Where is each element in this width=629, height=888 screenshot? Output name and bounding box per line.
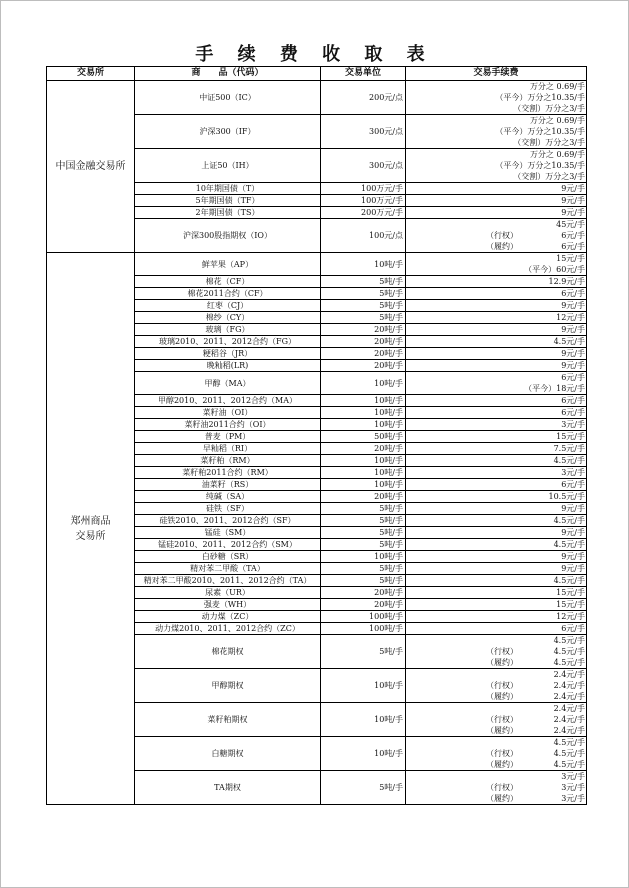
unit-cell: 10吨/手 xyxy=(321,395,406,407)
fee-line xyxy=(408,691,585,702)
product-cell: 沪深300（IF） xyxy=(135,115,321,149)
unit-cell: 20吨/手 xyxy=(321,599,406,611)
unit-cell: 10吨/手 xyxy=(321,479,406,491)
fee-value: 6元/手 xyxy=(561,408,585,417)
product-cell: 沪深300股指期权（IO） xyxy=(135,219,321,253)
fee-value: （平今）60元/手 xyxy=(524,265,585,274)
fee-value: 12.9元/手 xyxy=(548,277,585,286)
fee-value: 2.4元/手 xyxy=(553,670,585,679)
fee-value: 2.4元/手 xyxy=(553,681,585,690)
fee-line xyxy=(408,515,585,526)
fee-cell xyxy=(406,81,587,115)
exchange-name-line: 交易所 xyxy=(75,530,106,542)
fee-value: 4.5元/手 xyxy=(553,749,585,758)
unit-cell: 10吨/手 xyxy=(321,419,406,431)
fee-cell xyxy=(406,360,587,372)
unit-cell: 20吨/手 xyxy=(321,336,406,348)
product-cell: 鲜苹果（AP） xyxy=(135,253,321,276)
unit-cell: 20吨/手 xyxy=(321,324,406,336)
fee-cell xyxy=(406,527,587,539)
fee-line xyxy=(408,587,585,598)
fee-type-label: （行权） xyxy=(486,749,518,758)
product-cell: 动力煤（ZC） xyxy=(135,611,321,623)
unit-cell: 10吨/手 xyxy=(321,669,406,703)
product-cell: 上证50（IH） xyxy=(135,149,321,183)
fee-value: 3元/手 xyxy=(561,794,585,803)
fee-line xyxy=(408,646,585,657)
product-cell: 硅铁（SF） xyxy=(135,503,321,515)
fee-type-label: （履约） xyxy=(486,794,518,803)
product-cell: 菜籽油2011合约（OI） xyxy=(135,419,321,431)
fee-cell xyxy=(406,276,587,288)
product-cell: 动力煤2010、2011、2012合约（ZC） xyxy=(135,623,321,635)
product-cell: 纯碱（SA） xyxy=(135,491,321,503)
unit-cell: 5吨/手 xyxy=(321,539,406,551)
fee-cell xyxy=(406,515,587,527)
unit-cell: 20吨/手 xyxy=(321,491,406,503)
fee-line xyxy=(408,81,585,92)
fee-value: 6元/手 xyxy=(561,624,585,633)
fee-cell xyxy=(406,575,587,587)
fee-type-label: （行权） xyxy=(486,681,518,690)
fee-value: 9元/手 xyxy=(561,301,585,310)
fee-line xyxy=(408,714,585,725)
fee-cell xyxy=(406,467,587,479)
product-cell: 白糖期权 xyxy=(135,737,321,771)
fee-value: 9元/手 xyxy=(561,361,585,370)
fee-value: 4.5元/手 xyxy=(553,540,585,549)
fee-value: （平今）万分之10.35/手 xyxy=(495,127,585,136)
fee-value: 3元/手 xyxy=(561,420,585,429)
fee-value: 2.4元/手 xyxy=(553,692,585,701)
fee-line xyxy=(408,771,585,782)
product-cell: 甲醇（MA） xyxy=(135,372,321,395)
fee-line xyxy=(408,230,585,241)
product-cell: 玻璃（FG） xyxy=(135,324,321,336)
fee-line xyxy=(408,360,585,371)
unit-cell: 20吨/手 xyxy=(321,587,406,599)
fee-line xyxy=(408,160,585,171)
fee-line xyxy=(408,551,585,562)
unit-cell: 10吨/手 xyxy=(321,253,406,276)
exchange-cell xyxy=(47,253,135,805)
fee-cell xyxy=(406,324,587,336)
fee-value: 4.5元/手 xyxy=(553,738,585,747)
fee-type-label: （履约） xyxy=(486,760,518,769)
unit-cell: 10吨/手 xyxy=(321,407,406,419)
fee-value: 6元/手 xyxy=(561,231,585,240)
fee-line xyxy=(408,680,585,691)
header-exchange: 交易所 xyxy=(47,67,135,81)
unit-cell: 200元/点 xyxy=(321,81,406,115)
product-cell: 强麦（WH） xyxy=(135,599,321,611)
unit-cell: 5吨/手 xyxy=(321,300,406,312)
fee-line xyxy=(408,395,585,406)
unit-cell: 5吨/手 xyxy=(321,515,406,527)
header-product: 商 品（代码） xyxy=(135,67,321,81)
fee-cell xyxy=(406,503,587,515)
fee-value: （平今）18元/手 xyxy=(524,384,585,393)
fee-line xyxy=(408,126,585,137)
fee-cell xyxy=(406,491,587,503)
fee-line xyxy=(408,183,585,194)
fee-line xyxy=(408,467,585,478)
fee-line xyxy=(408,336,585,347)
fee-type-label: （行权） xyxy=(486,231,518,240)
fee-value: （平今）万分之10.35/手 xyxy=(495,93,585,102)
unit-cell: 20吨/手 xyxy=(321,348,406,360)
fee-value: 6元/手 xyxy=(561,480,585,489)
unit-cell: 100吨/手 xyxy=(321,611,406,623)
fee-cell xyxy=(406,115,587,149)
fee-line xyxy=(408,793,585,804)
fee-cell xyxy=(406,300,587,312)
fee-line xyxy=(408,241,585,252)
fee-type-label: （履约） xyxy=(486,726,518,735)
product-cell: 粳稻谷（JR） xyxy=(135,348,321,360)
fee-value: 9元/手 xyxy=(561,208,585,217)
fee-type-label: （履约） xyxy=(486,658,518,667)
product-cell: 硅铁2010、2011、2012合约（SF） xyxy=(135,515,321,527)
fee-cell xyxy=(406,443,587,455)
fee-line xyxy=(408,264,585,275)
fee-value: 15元/手 xyxy=(556,432,585,441)
fee-line xyxy=(408,324,585,335)
fee-cell xyxy=(406,563,587,575)
unit-cell: 5吨/手 xyxy=(321,276,406,288)
fee-cell xyxy=(406,253,587,276)
product-cell: 菜籽粕期权 xyxy=(135,703,321,737)
fee-value: 15元/手 xyxy=(556,254,585,263)
product-cell: 菜籽粕2011合约（RM） xyxy=(135,467,321,479)
fee-cell xyxy=(406,539,587,551)
header-unit: 交易单位 xyxy=(321,67,406,81)
fee-value: 4.5元/手 xyxy=(553,516,585,525)
fee-cell xyxy=(406,348,587,360)
fee-value: 12元/手 xyxy=(556,313,585,322)
unit-cell: 300元/点 xyxy=(321,115,406,149)
unit-cell: 100万元/手 xyxy=(321,183,406,195)
fee-cell xyxy=(406,288,587,300)
fee-cell xyxy=(406,195,587,207)
fee-cell xyxy=(406,737,587,771)
unit-cell: 100吨/手 xyxy=(321,623,406,635)
fee-cell xyxy=(406,431,587,443)
product-cell: 精对苯二甲酸（TA） xyxy=(135,563,321,575)
fee-cell xyxy=(406,407,587,419)
fee-value: 9元/手 xyxy=(561,184,585,193)
table-row xyxy=(47,81,587,115)
table-row xyxy=(47,253,587,276)
fee-value: 9元/手 xyxy=(561,564,585,573)
fee-line xyxy=(408,288,585,299)
fee-line xyxy=(408,348,585,359)
fee-value: （交割）万分之3/手 xyxy=(513,172,585,181)
fee-cell xyxy=(406,551,587,563)
fee-line xyxy=(408,669,585,680)
fee-line xyxy=(408,219,585,230)
product-cell: 菜籽粕（RM） xyxy=(135,455,321,467)
fee-value: 9元/手 xyxy=(561,528,585,537)
fee-value: 3元/手 xyxy=(561,468,585,477)
fee-value: （平今）万分之10.35/手 xyxy=(495,161,585,170)
fee-cell xyxy=(406,635,587,669)
fee-type-label: （行权） xyxy=(486,647,518,656)
product-cell: 甲醇期权 xyxy=(135,669,321,703)
fee-line xyxy=(408,115,585,126)
fee-cell xyxy=(406,623,587,635)
product-cell: 棉花2011合约（CF） xyxy=(135,288,321,300)
product-cell: 棉纱（CY） xyxy=(135,312,321,324)
fee-line xyxy=(408,207,585,218)
product-cell: 棉花期权 xyxy=(135,635,321,669)
product-cell: TA期权 xyxy=(135,771,321,805)
fee-line xyxy=(408,782,585,793)
header-fee: 交易手续费 xyxy=(406,67,587,81)
fee-cell xyxy=(406,703,587,737)
fee-line xyxy=(408,479,585,490)
unit-cell: 100元/点 xyxy=(321,219,406,253)
fee-line xyxy=(408,300,585,311)
fee-line xyxy=(408,539,585,550)
product-cell: 早籼稻（RI） xyxy=(135,443,321,455)
unit-cell: 10吨/手 xyxy=(321,467,406,479)
fee-line xyxy=(408,253,585,264)
exchange-cell xyxy=(47,81,135,253)
fee-value: 4.5元/手 xyxy=(553,760,585,769)
fee-cell xyxy=(406,183,587,195)
fee-line xyxy=(408,312,585,323)
fee-line xyxy=(408,563,585,574)
unit-cell: 300元/点 xyxy=(321,149,406,183)
fee-line xyxy=(408,657,585,668)
fee-line xyxy=(408,527,585,538)
fee-line xyxy=(408,171,585,182)
fee-type-label: （行权） xyxy=(486,715,518,724)
fee-value: 45元/手 xyxy=(556,220,585,229)
fee-line xyxy=(408,443,585,454)
fee-value: 4.5元/手 xyxy=(553,636,585,645)
fee-cell xyxy=(406,372,587,395)
fee-value: 6元/手 xyxy=(561,373,585,382)
fee-line xyxy=(408,431,585,442)
unit-cell: 5吨/手 xyxy=(321,771,406,805)
fee-cell xyxy=(406,455,587,467)
fee-value: 10.5元/手 xyxy=(548,492,585,501)
product-cell: 油菜籽（RS） xyxy=(135,479,321,491)
fee-line xyxy=(408,372,585,383)
fee-cell xyxy=(406,611,587,623)
product-cell: 菜籽油（OI） xyxy=(135,407,321,419)
unit-cell: 10吨/手 xyxy=(321,455,406,467)
fee-cell xyxy=(406,207,587,219)
unit-cell: 10吨/手 xyxy=(321,551,406,563)
fee-cell xyxy=(406,219,587,253)
fee-line xyxy=(408,455,585,466)
fee-line xyxy=(408,748,585,759)
fee-line xyxy=(408,725,585,736)
fee-value: 3元/手 xyxy=(561,772,585,781)
exchange-name-line: 中国金融交易所 xyxy=(55,161,126,172)
fee-cell xyxy=(406,479,587,491)
unit-cell: 20吨/手 xyxy=(321,360,406,372)
fee-value: （交割）万分之3/手 xyxy=(513,138,585,147)
fee-line xyxy=(408,635,585,646)
fee-line xyxy=(408,149,585,160)
fee-value: 9元/手 xyxy=(561,196,585,205)
product-cell: 晚籼稻(LR) xyxy=(135,360,321,372)
product-cell: 玻璃2010、2011、2012合约（FG） xyxy=(135,336,321,348)
fee-cell xyxy=(406,395,587,407)
fee-line xyxy=(408,599,585,610)
fee-value: 6元/手 xyxy=(561,242,585,251)
unit-cell: 10吨/手 xyxy=(321,703,406,737)
product-cell: 精对苯二甲酸2010、2011、2012合约（TA） xyxy=(135,575,321,587)
fee-value: 2.4元/手 xyxy=(553,726,585,735)
fee-cell xyxy=(406,587,587,599)
fee-value: 9元/手 xyxy=(561,552,585,561)
unit-cell: 50吨/手 xyxy=(321,431,406,443)
product-cell: 棉花（CF） xyxy=(135,276,321,288)
fee-value: 9元/手 xyxy=(561,349,585,358)
fee-value: 15元/手 xyxy=(556,600,585,609)
fee-line xyxy=(408,137,585,148)
unit-cell: 100万元/手 xyxy=(321,195,406,207)
unit-cell: 10吨/手 xyxy=(321,737,406,771)
fee-value: （交割）万分之3/手 xyxy=(513,104,585,113)
fee-line xyxy=(408,703,585,714)
fee-cell xyxy=(406,669,587,703)
fee-line xyxy=(408,623,585,634)
product-cell: 锰硅2010、2011、2012合约（SM） xyxy=(135,539,321,551)
fee-line xyxy=(408,759,585,770)
fee-value: 4.5元/手 xyxy=(553,456,585,465)
fee-value: 万分之 0.69/手 xyxy=(529,82,585,91)
product-cell: 尿素（UR） xyxy=(135,587,321,599)
unit-cell: 5吨/手 xyxy=(321,527,406,539)
fee-line xyxy=(408,419,585,430)
fee-line xyxy=(408,737,585,748)
fee-cell xyxy=(406,336,587,348)
unit-cell: 5吨/手 xyxy=(321,575,406,587)
fee-value: 4.5元/手 xyxy=(553,658,585,667)
fee-line xyxy=(408,503,585,514)
fee-value: 6元/手 xyxy=(561,396,585,405)
fee-value: 4.5元/手 xyxy=(553,576,585,585)
unit-cell: 20吨/手 xyxy=(321,443,406,455)
fee-line xyxy=(408,383,585,394)
product-cell: 普麦（PM） xyxy=(135,431,321,443)
fee-value: 2.4元/手 xyxy=(553,715,585,724)
fee-line xyxy=(408,407,585,418)
fee-table xyxy=(46,66,587,805)
fee-type-label: （行权） xyxy=(486,783,518,792)
fee-value: 15元/手 xyxy=(556,588,585,597)
product-cell: 红枣（CJ） xyxy=(135,300,321,312)
unit-cell: 5吨/手 xyxy=(321,312,406,324)
fee-line xyxy=(408,491,585,502)
product-cell: 2年期国债（TS） xyxy=(135,207,321,219)
fee-value: 4.5元/手 xyxy=(553,337,585,346)
fee-value: 6元/手 xyxy=(561,289,585,298)
unit-cell: 5吨/手 xyxy=(321,288,406,300)
fee-cell xyxy=(406,771,587,805)
fee-line xyxy=(408,276,585,287)
fee-value: 2.4元/手 xyxy=(553,704,585,713)
fee-value: 9元/手 xyxy=(561,325,585,334)
page-title: 手 续 费 收 取 表 xyxy=(195,44,434,65)
fee-value: 万分之 0.69/手 xyxy=(529,150,585,159)
fee-value: 7.5元/手 xyxy=(553,444,585,453)
fee-line xyxy=(408,195,585,206)
fee-type-label: （履约） xyxy=(486,692,518,701)
fee-value: 3元/手 xyxy=(561,783,585,792)
fee-type-label: （履约） xyxy=(486,242,518,251)
fee-line xyxy=(408,611,585,622)
product-cell: 10年期国债（T） xyxy=(135,183,321,195)
unit-cell: 5吨/手 xyxy=(321,635,406,669)
table-header-row xyxy=(47,67,587,81)
unit-cell: 200万元/手 xyxy=(321,207,406,219)
fee-value: 9元/手 xyxy=(561,504,585,513)
unit-cell: 5吨/手 xyxy=(321,563,406,575)
fee-cell xyxy=(406,599,587,611)
product-cell: 白砂糖（SR） xyxy=(135,551,321,563)
product-cell: 甲醇2010、2011、2012合约（MA） xyxy=(135,395,321,407)
fee-value: 12元/手 xyxy=(556,612,585,621)
fee-line xyxy=(408,575,585,586)
exchange-name-line: 郑州商品 xyxy=(70,515,111,527)
unit-cell: 10吨/手 xyxy=(321,372,406,395)
fee-cell xyxy=(406,149,587,183)
product-cell: 锰硅（SM） xyxy=(135,527,321,539)
fee-cell xyxy=(406,312,587,324)
product-cell: 5年期国债（TF） xyxy=(135,195,321,207)
fee-line xyxy=(408,103,585,114)
product-cell: 中证500（IC） xyxy=(135,81,321,115)
fee-cell xyxy=(406,419,587,431)
table-body xyxy=(47,81,587,805)
fee-value: 4.5元/手 xyxy=(553,647,585,656)
fee-value: 万分之 0.69/手 xyxy=(529,116,585,125)
fee-line xyxy=(408,92,585,103)
unit-cell: 5吨/手 xyxy=(321,503,406,515)
